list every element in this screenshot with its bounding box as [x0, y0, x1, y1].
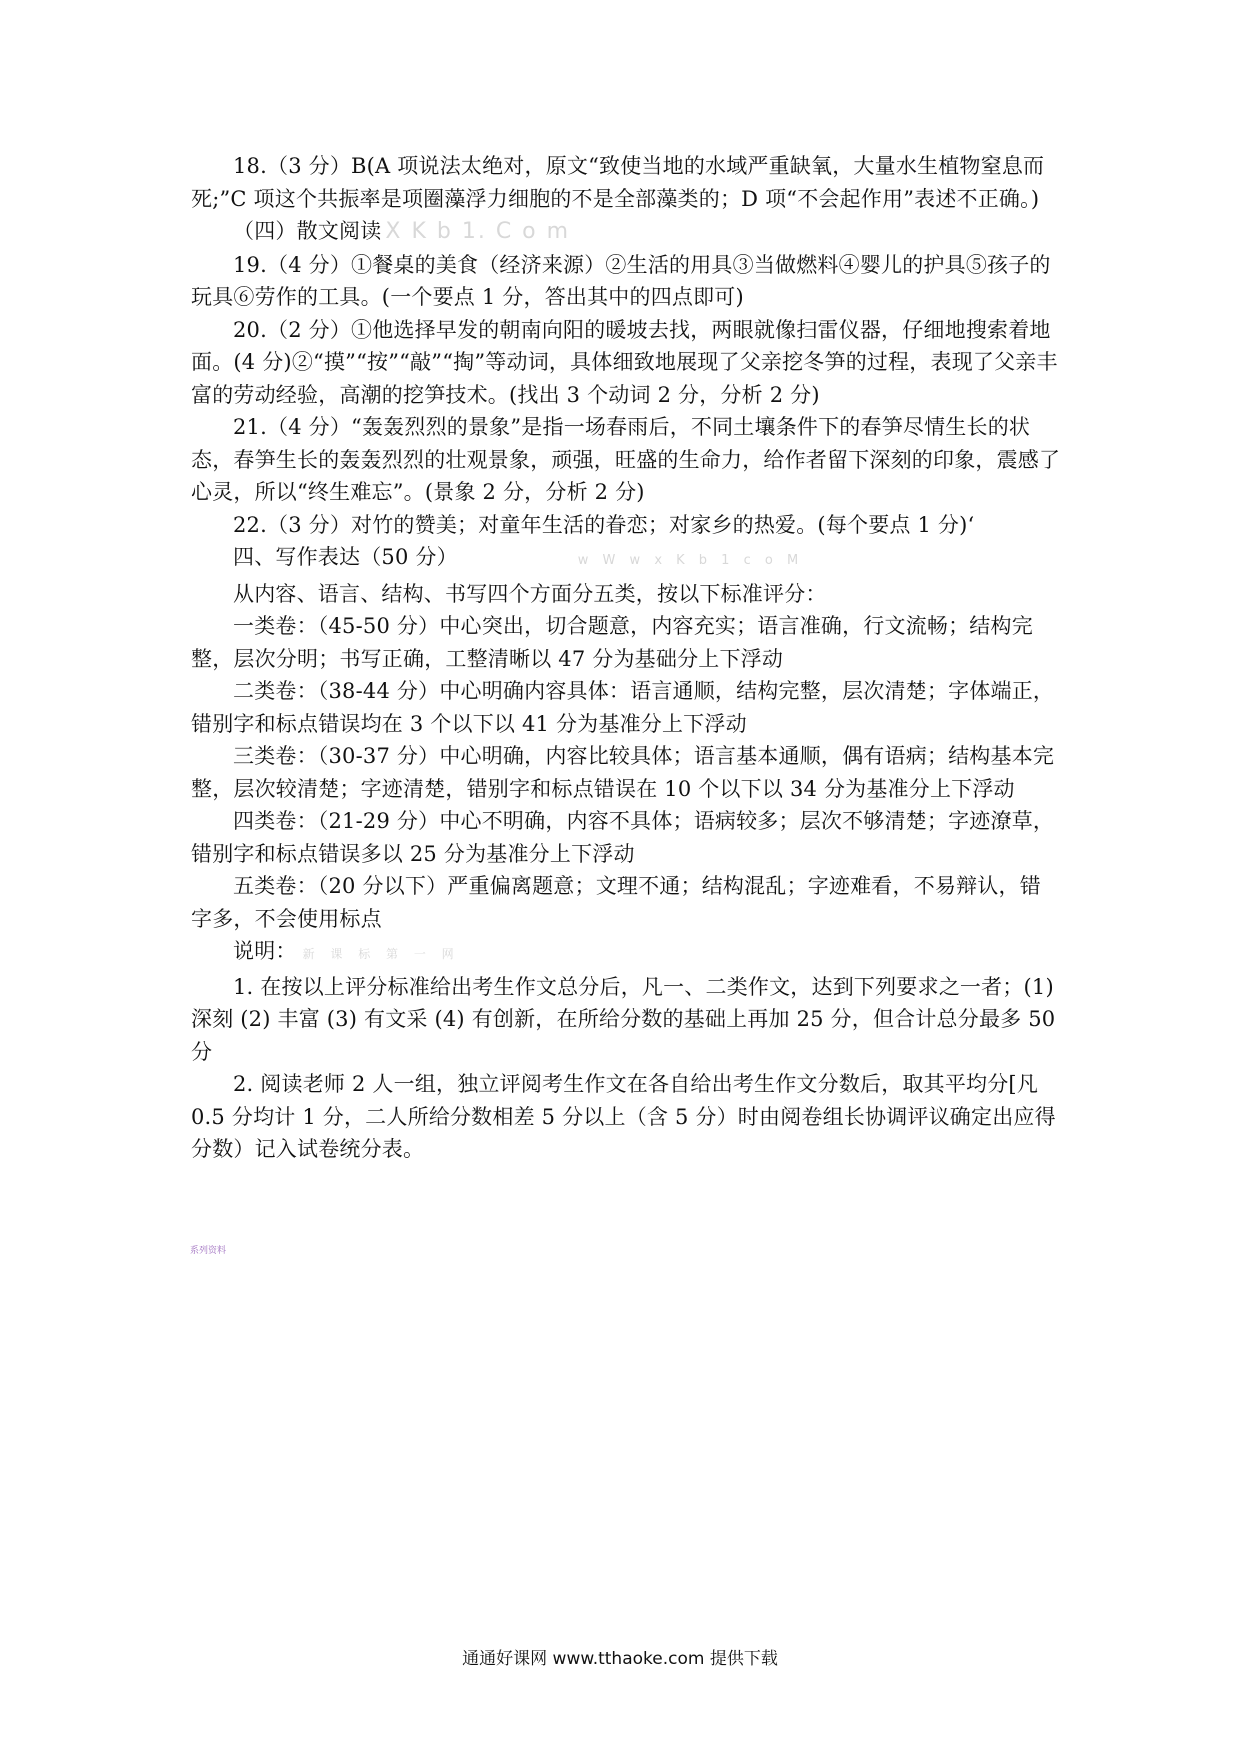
note-1: 1. 在按以上评分标准给出考生作文总分后，凡一、二类作文，达到下列要求之一者；(1) 深刻 (2) 丰富 (3) 有文采 (4) 有创新，在所给分数的基础上再加 25 分，但合计总分最多 50 分	[191, 974, 1056, 1064]
criteria-intro: 从内容、语言、结构、书写四个方面分五类，按以下标准评分：	[233, 581, 827, 606]
watermark-wwwxkb1: w W w x K b 1 c o M	[577, 553, 804, 568]
criteria-class-2: 二类卷：（38-44 分）中心明确内容具体：语言通顺，结构完整，层次清楚；字体端正，错别字和标点错误均在 3 个以下以 41 分为基准分上下浮动	[191, 679, 1055, 736]
criteria-class-5: 五类卷：（20 分以下）严重偏离题意；文理不通；结构混乱；字迹难看，不易辩认，错字多，不会使用标点	[191, 874, 1041, 931]
section-prose-reading	[191, 215, 1061, 249]
answer-21: 21.（4 分）“轰轰烈烈的景象”是指一场春雨后，不同土壤条件下的春笋尽情生长的状态，春笋生长的轰轰烈烈的壮观景象，顽强，旺盛的生命力，给作者留下深刻的印象，震感了心灵，所以“终生难忘”。(景象 2 分，分析 2 分)	[191, 415, 1061, 504]
note-2: 2. 阅读老师 2 人一组，独立评阅考生作文在各自给出考生作文分数后，取其平均分[凡 0.5 分均计 1 分，二人所给分数相差 5 分以上（含 5 分）时由阅卷组长协调评议确定出应得分数）记入试卷统分表。	[191, 1072, 1056, 1161]
section-prose-reading-title: （四）散文阅读	[233, 219, 382, 243]
notes-label: 说明：	[233, 939, 297, 963]
notes-heading	[191, 935, 1061, 971]
answer-18: 18.（3 分）B(A 项说法太绝对，原文“致使当地的水域严重缺氧，大量水生植物窒息而死;”C 项这个共振率是项圈藻浮力细胞的不是全部藻类的；D 项“不会起作用”表述不正确。)	[191, 154, 1045, 211]
criteria-class-1: 一类卷：（45-50 分）中心突出，切合题意，内容充实；语言准确，行文流畅；结构完整，层次分明；书写正确，工整清晰以 47 分为基础分上下浮动	[191, 614, 1033, 671]
answer-22: 22.（3 分）对竹的赞美；对童年生活的眷恋；对家乡的热爱。(每个要点 1 分)‘	[233, 512, 975, 537]
watermark-xinkebiao: 新 课 标 第 一 网	[302, 947, 460, 961]
page-footer: 通通好课网 www.tthaoke.com 提供下载	[462, 1649, 778, 1669]
answer-19: 19.（4 分）①餐桌的美食（经济来源）②生活的用具③当做燃料④婴儿的护具⑤孩子的玩具⑥劳作的工具。(一个要点 1 分，答出其中的四点即可)	[191, 252, 1051, 309]
criteria-class-3: 三类卷：（30-37 分）中心明确，内容比较具体；语言基本通顺，偶有语病；结构基本完整，层次较清楚；字迹清楚，错别字和标点错误在 10 个以下以 34 分为基准分上下浮动	[191, 744, 1055, 801]
answer-document	[191, 150, 1061, 1166]
series-material-note: 系列资料	[190, 1246, 227, 1256]
criteria-class-4: 四类卷：（21-29 分）中心不明确，内容不具体；语病较多；层次不够清楚；字迹潦草，错别字和标点错误多以 25 分为基准分上下浮动	[191, 809, 1055, 866]
answer-20: 20.（2 分）①他选择早发的朝南向阳的暖坡去找，两眼就像扫雷仪器，仔细地搜索着地面。(4 分)②“摸”“按”“敲”“掏”等动词，具体细致地展现了父亲挖冬笋的过程，表现了父亲丰富的劳动经验，高潮的挖笋技术。(找出 3 个动词 2 分，分析 2 分)	[191, 317, 1058, 407]
watermark-xkb1: X K b 1. C o m	[385, 219, 571, 244]
section-writing	[191, 541, 1061, 578]
section-writing-title: 四、写作表达（50 分）	[233, 545, 458, 569]
